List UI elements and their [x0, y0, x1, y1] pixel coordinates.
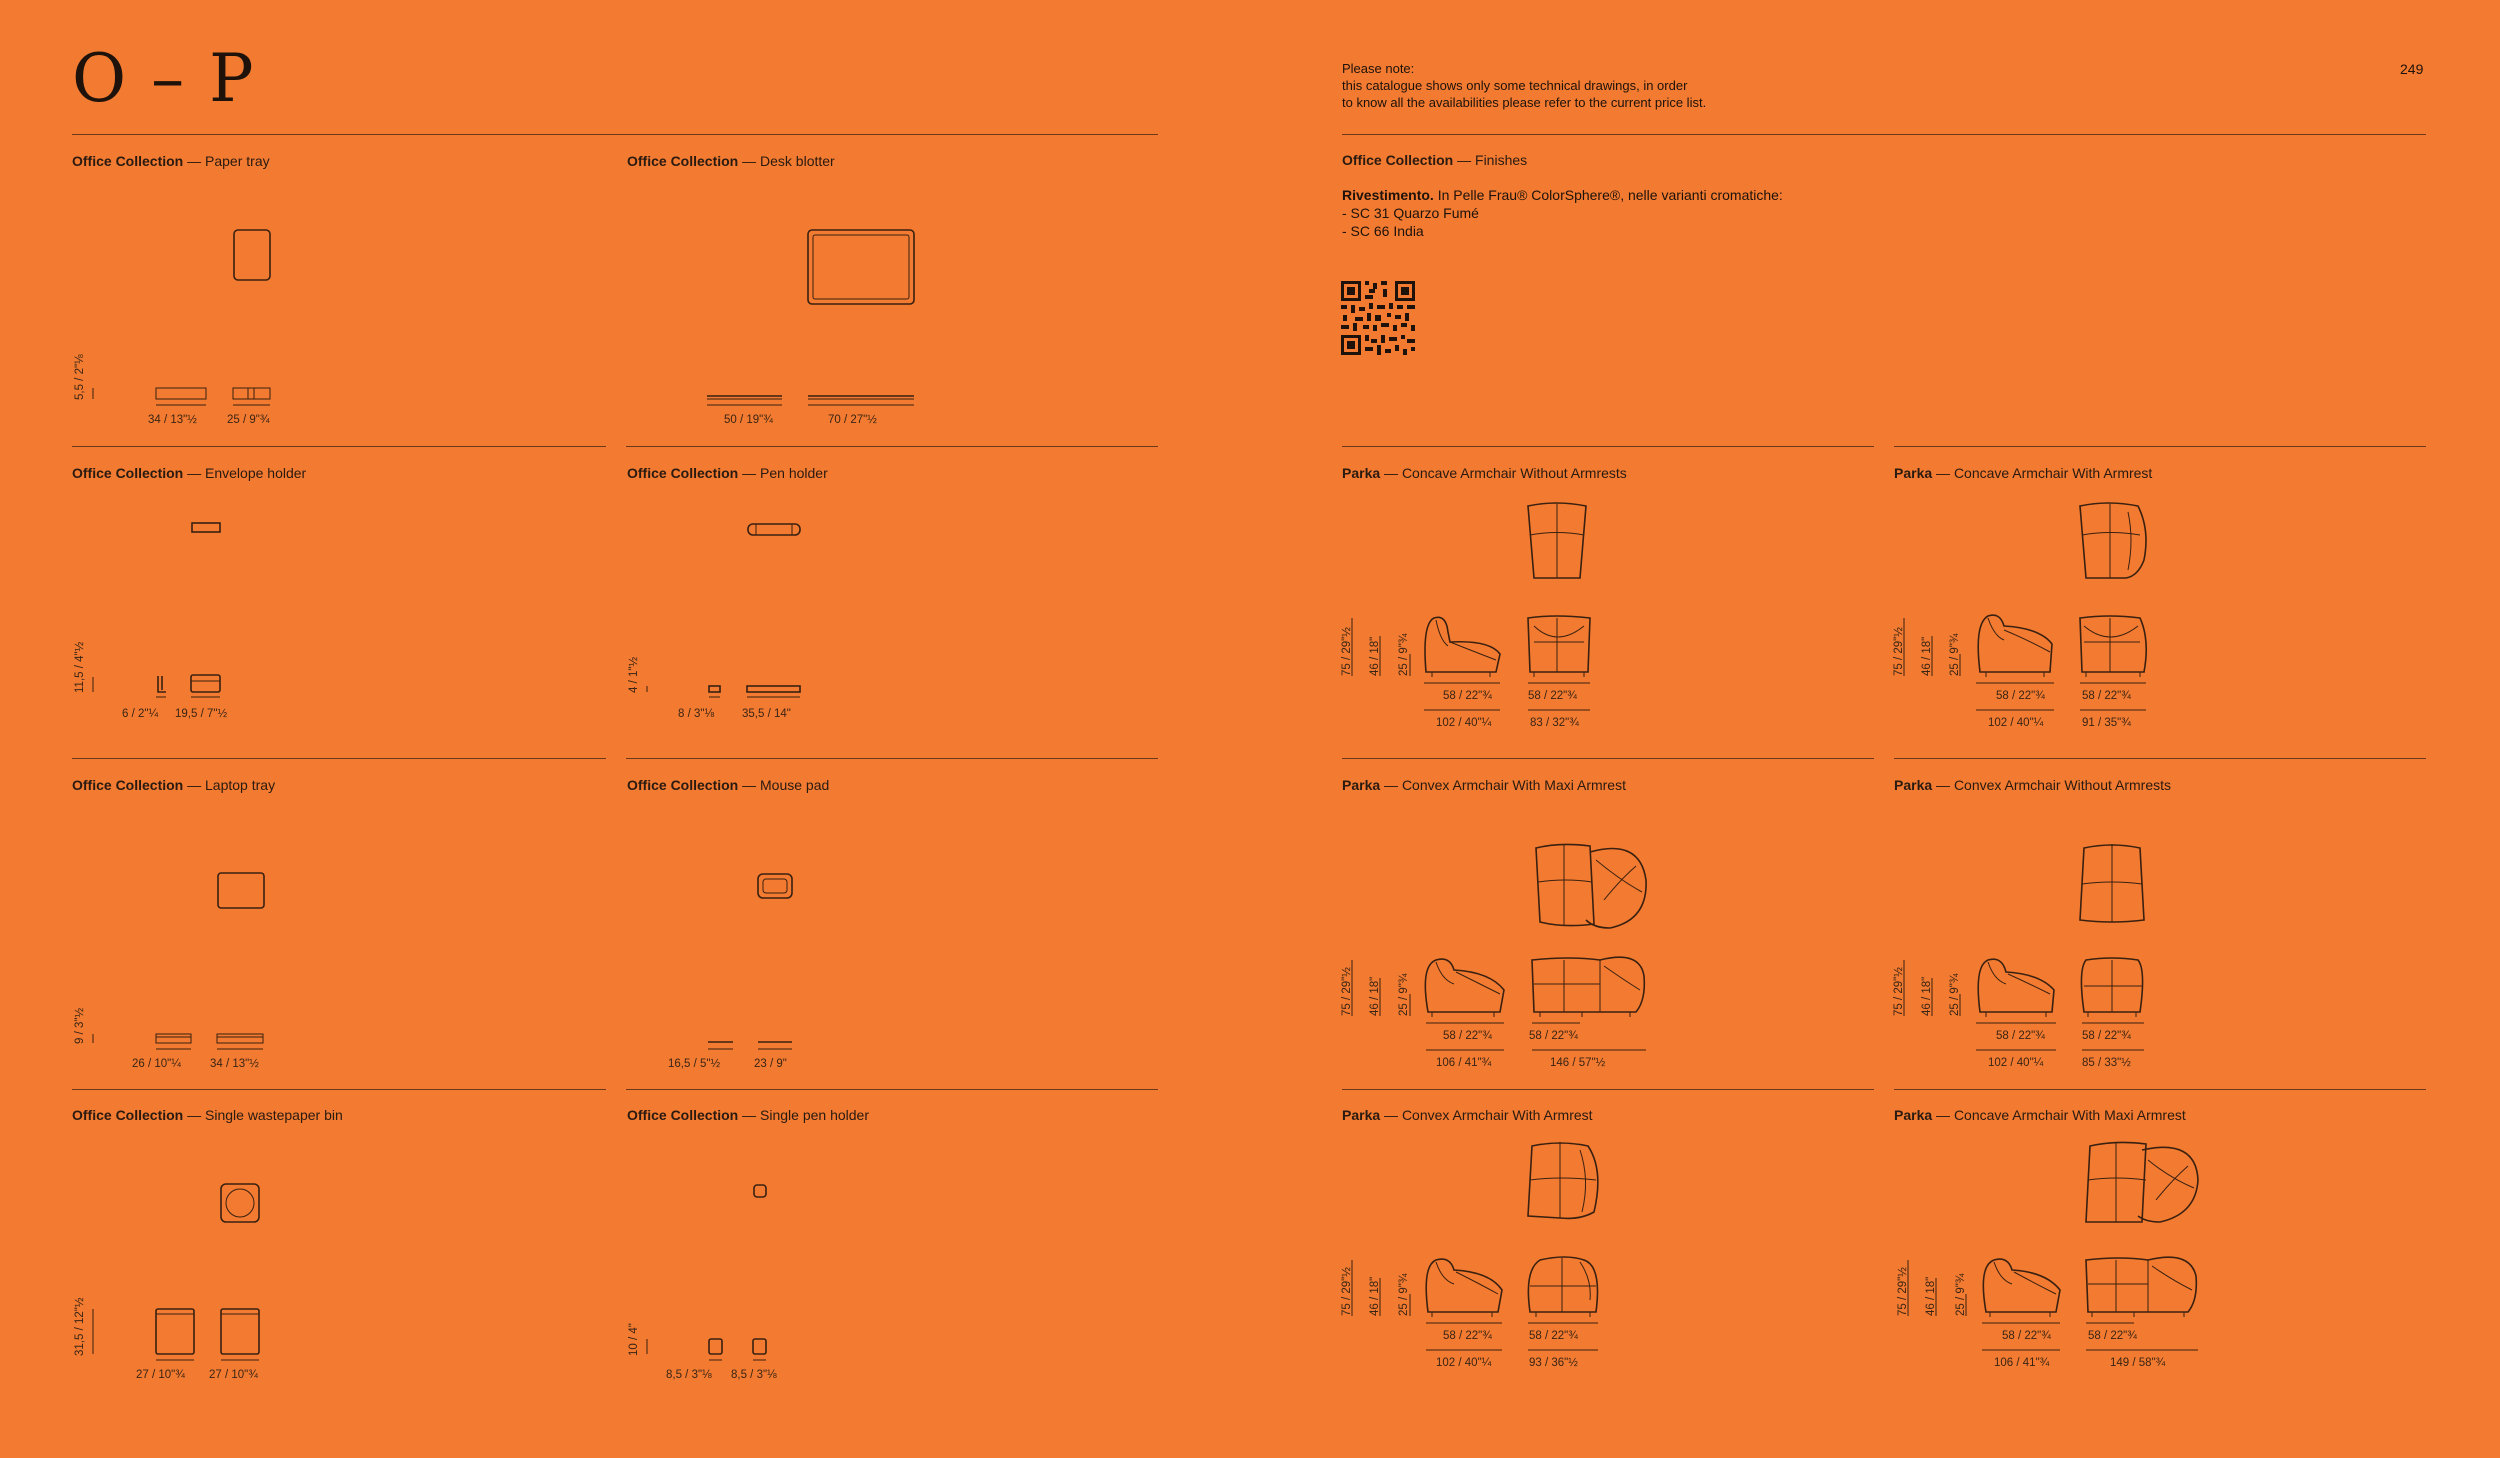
arm-height-dimension: 25 / 9"¾: [1955, 1273, 1967, 1316]
height-dimension: 5,5 / 2"⅛: [74, 354, 86, 400]
width-dimension: 16,5 / 5"½: [668, 1058, 721, 1070]
height-dimension: 10 / 4": [628, 1323, 640, 1356]
product-title: Office Collection — Mouse pad: [627, 777, 830, 793]
height-dimension: 9 / 3"½: [74, 1007, 86, 1044]
divider: [626, 446, 1158, 447]
width-dimension: 8,5 / 3"⅛: [666, 1369, 712, 1381]
product-title: Office Collection — Laptop tray: [72, 777, 276, 793]
product-brand: Office Collection: [72, 153, 184, 169]
divider: [72, 1089, 606, 1090]
product-name: Desk blotter: [760, 153, 835, 169]
divider: [1342, 758, 1874, 759]
divider: [626, 1089, 1158, 1090]
height-dimension: 75 / 29"½: [1893, 967, 1905, 1016]
divider: [1342, 1089, 1874, 1090]
product-name: Laptop tray: [205, 777, 276, 793]
width-dimension: 146 / 57"½: [1550, 1057, 1606, 1069]
height-dimension: 75 / 29"½: [1341, 1267, 1353, 1316]
product-brand: Office Collection: [627, 777, 739, 793]
product-brand: Office Collection: [72, 465, 184, 481]
qr-code-icon[interactable]: [1341, 281, 1415, 355]
width-dimension: 93 / 36"½: [1529, 1357, 1578, 1369]
seat-height-dimension: 46 / 18": [1369, 636, 1381, 676]
depth-dimension: 58 / 22"¾: [1443, 1030, 1492, 1042]
product-title: Parka — Concave Armchair Without Armrests: [1342, 465, 1627, 481]
product-title: Parka — Convex Armchair Without Armrests: [1894, 777, 2171, 793]
product-brand: Parka: [1894, 465, 1933, 481]
height-dimension: 75 / 29"½: [1893, 627, 1905, 676]
seat-height-dimension: 46 / 18": [1369, 1276, 1381, 1316]
width-dimension: 102 / 40"¼: [1436, 1357, 1492, 1369]
depth-dimension: 19,5 / 7"½: [175, 708, 228, 720]
product-title: Office Collection — Paper tray: [72, 153, 270, 169]
product-name: Concave Armchair Without Armrests: [1401, 465, 1627, 481]
arm-height-dimension: 25 / 9"¾: [1949, 973, 1961, 1016]
width-dimension: 27 / 10"¾: [136, 1369, 185, 1381]
height-dimension: 11,5 / 4"½: [74, 641, 86, 693]
height-dimension: 75 / 29"½: [1897, 1267, 1909, 1316]
product-name: Convex Armchair With Maxi Armrest: [1401, 777, 1626, 793]
arm-height-dimension: 25 / 9"¾: [1398, 1273, 1410, 1316]
depth-dimension: 23 / 9": [754, 1058, 787, 1070]
finishes-label: Rivestimento.: [1342, 187, 1434, 203]
depth-dimension: 70 / 27"½: [828, 414, 877, 426]
product-name: Envelope holder: [205, 465, 307, 481]
width-dimension: 83 / 32"¾: [1530, 717, 1579, 729]
width-dimension: 50 / 19"¾: [724, 414, 773, 426]
finishes-text: [1342, 186, 1783, 240]
product-brand: Office Collection: [1342, 152, 1454, 168]
depth-dimension: 35,5 / 14": [742, 708, 791, 720]
width-dimension: 8 / 3"⅛: [678, 708, 715, 720]
width-dimension: 102 / 40"¼: [1988, 1057, 2044, 1069]
product-name: Concave Armchair With Armrest: [1953, 465, 2153, 481]
depth-dimension: 58 / 22"¾: [1996, 690, 2045, 702]
width-dimension: 91 / 35"¾: [2082, 717, 2131, 729]
depth-dimension: 58 / 22"¾: [1529, 1030, 1578, 1042]
product-title: Office Collection — Finishes: [1342, 152, 1528, 168]
depth-dimension: 58 / 22"¾: [1528, 690, 1577, 702]
product-name: Single wastepaper bin: [205, 1107, 343, 1123]
divider: [1894, 446, 2426, 447]
depth-dimension: 8,5 / 3"⅛: [731, 1369, 777, 1381]
width-dimension: 26 / 10"¼: [132, 1058, 181, 1070]
width-dimension: 85 / 33"½: [2082, 1057, 2131, 1069]
note-line: this catalogue shows only some technical drawings, in order: [1342, 78, 1688, 93]
product-brand: Parka: [1894, 1107, 1933, 1123]
product-brand: Parka: [1342, 465, 1381, 481]
product-name: Concave Armchair With Maxi Armrest: [1953, 1107, 2186, 1123]
product-title: Parka — Concave Armchair With Armrest: [1894, 465, 2153, 481]
product-title: Office Collection — Desk blotter: [627, 153, 835, 169]
product-brand: Office Collection: [72, 1107, 184, 1123]
product-title: Parka — Convex Armchair With Armrest: [1342, 1107, 1593, 1123]
width-dimension: 6 / 2"¼: [122, 708, 159, 720]
divider: [72, 134, 1158, 135]
width-dimension: 149 / 58"¾: [2110, 1357, 2166, 1369]
product-name: Single pen holder: [760, 1107, 869, 1123]
depth-dimension: 58 / 22"¾: [2082, 690, 2131, 702]
note-line: Please note:: [1342, 61, 1415, 76]
width-dimension: 102 / 40"¼: [1436, 717, 1492, 729]
product-brand: Office Collection: [627, 1107, 739, 1123]
depth-dimension: 25 / 9"¾: [227, 414, 270, 426]
product-title: Parka — Convex Armchair With Maxi Armrest: [1342, 777, 1626, 793]
product-brand: Parka: [1342, 1107, 1381, 1123]
arm-height-dimension: 25 / 9"¾: [1398, 973, 1410, 1016]
width-dimension: 102 / 40"¼: [1988, 717, 2044, 729]
height-dimension: 4 / 1"½: [628, 656, 640, 693]
divider: [1894, 1089, 2426, 1090]
seat-height-dimension: 46 / 18": [1921, 976, 1933, 1016]
section-title: O – P: [72, 40, 256, 117]
seat-height-dimension: 46 / 18": [1925, 1276, 1937, 1316]
product-name: Finishes: [1475, 152, 1528, 168]
product-title: Office Collection — Single pen holder: [627, 1107, 869, 1123]
finishes-description: In Pelle Frau® ColorSphere®, nelle varianti cromatiche:: [1437, 187, 1783, 203]
depth-dimension: 34 / 13"½: [210, 1058, 259, 1070]
divider: [72, 758, 606, 759]
product-brand: Parka: [1894, 777, 1933, 793]
depth-dimension: 58 / 22"¾: [1443, 1330, 1492, 1342]
finish-option: - SC 66 India: [1342, 223, 1424, 239]
divider: [626, 758, 1158, 759]
note-line: to know all the availabilities please refer to the current price list.: [1342, 95, 1707, 110]
price-list-note: [1342, 60, 1706, 111]
product-brand: Office Collection: [627, 465, 739, 481]
depth-dimension: 58 / 22"¾: [1996, 1030, 2045, 1042]
product-name: Pen holder: [760, 465, 828, 481]
seat-height-dimension: 46 / 18": [1921, 636, 1933, 676]
width-dimension: 106 / 41"¾: [1436, 1057, 1492, 1069]
width-dimension: 34 / 13"½: [148, 414, 197, 426]
product-title: Office Collection — Single wastepaper bin: [72, 1107, 343, 1123]
arm-height-dimension: 25 / 9"¾: [1398, 633, 1410, 676]
armchair-drawing: [0, 0, 1, 1]
divider: [72, 446, 606, 447]
product-title: Office Collection — Pen holder: [627, 465, 828, 481]
depth-dimension: 27 / 10"¾: [209, 1369, 258, 1381]
product-title: Parka — Concave Armchair With Maxi Armrest: [1894, 1107, 2186, 1123]
divider: [1894, 758, 2426, 759]
divider: [1342, 134, 2426, 135]
product-brand: Office Collection: [627, 153, 739, 169]
height-dimension: 75 / 29"½: [1341, 967, 1353, 1016]
product-title: Office Collection — Envelope holder: [72, 465, 307, 481]
arm-height-dimension: 25 / 9"¾: [1949, 633, 1961, 676]
seat-height-dimension: 46 / 18": [1369, 976, 1381, 1016]
depth-dimension: 58 / 22"¾: [1443, 690, 1492, 702]
product-name: Convex Armchair Without Armrests: [1953, 777, 2171, 793]
divider: [1342, 446, 1874, 447]
depth-dimension: 58 / 22"¾: [2088, 1330, 2137, 1342]
product-brand: Office Collection: [72, 777, 184, 793]
finish-option: - SC 31 Quarzo Fumé: [1342, 205, 1479, 221]
height-dimension: 75 / 29"½: [1341, 627, 1353, 676]
depth-dimension: 58 / 22"¾: [1529, 1330, 1578, 1342]
page-number: 249: [2400, 61, 2424, 77]
height-dimension: 31,5 / 12"½: [74, 1297, 86, 1356]
product-name: Paper tray: [205, 153, 270, 169]
product-name: Mouse pad: [760, 777, 830, 793]
product-brand: Parka: [1342, 777, 1381, 793]
width-dimension: 106 / 41"¾: [1994, 1357, 2050, 1369]
product-name: Convex Armchair With Armrest: [1401, 1107, 1593, 1123]
depth-dimension: 58 / 22"¾: [2082, 1030, 2131, 1042]
depth-dimension: 58 / 22"¾: [2002, 1330, 2051, 1342]
